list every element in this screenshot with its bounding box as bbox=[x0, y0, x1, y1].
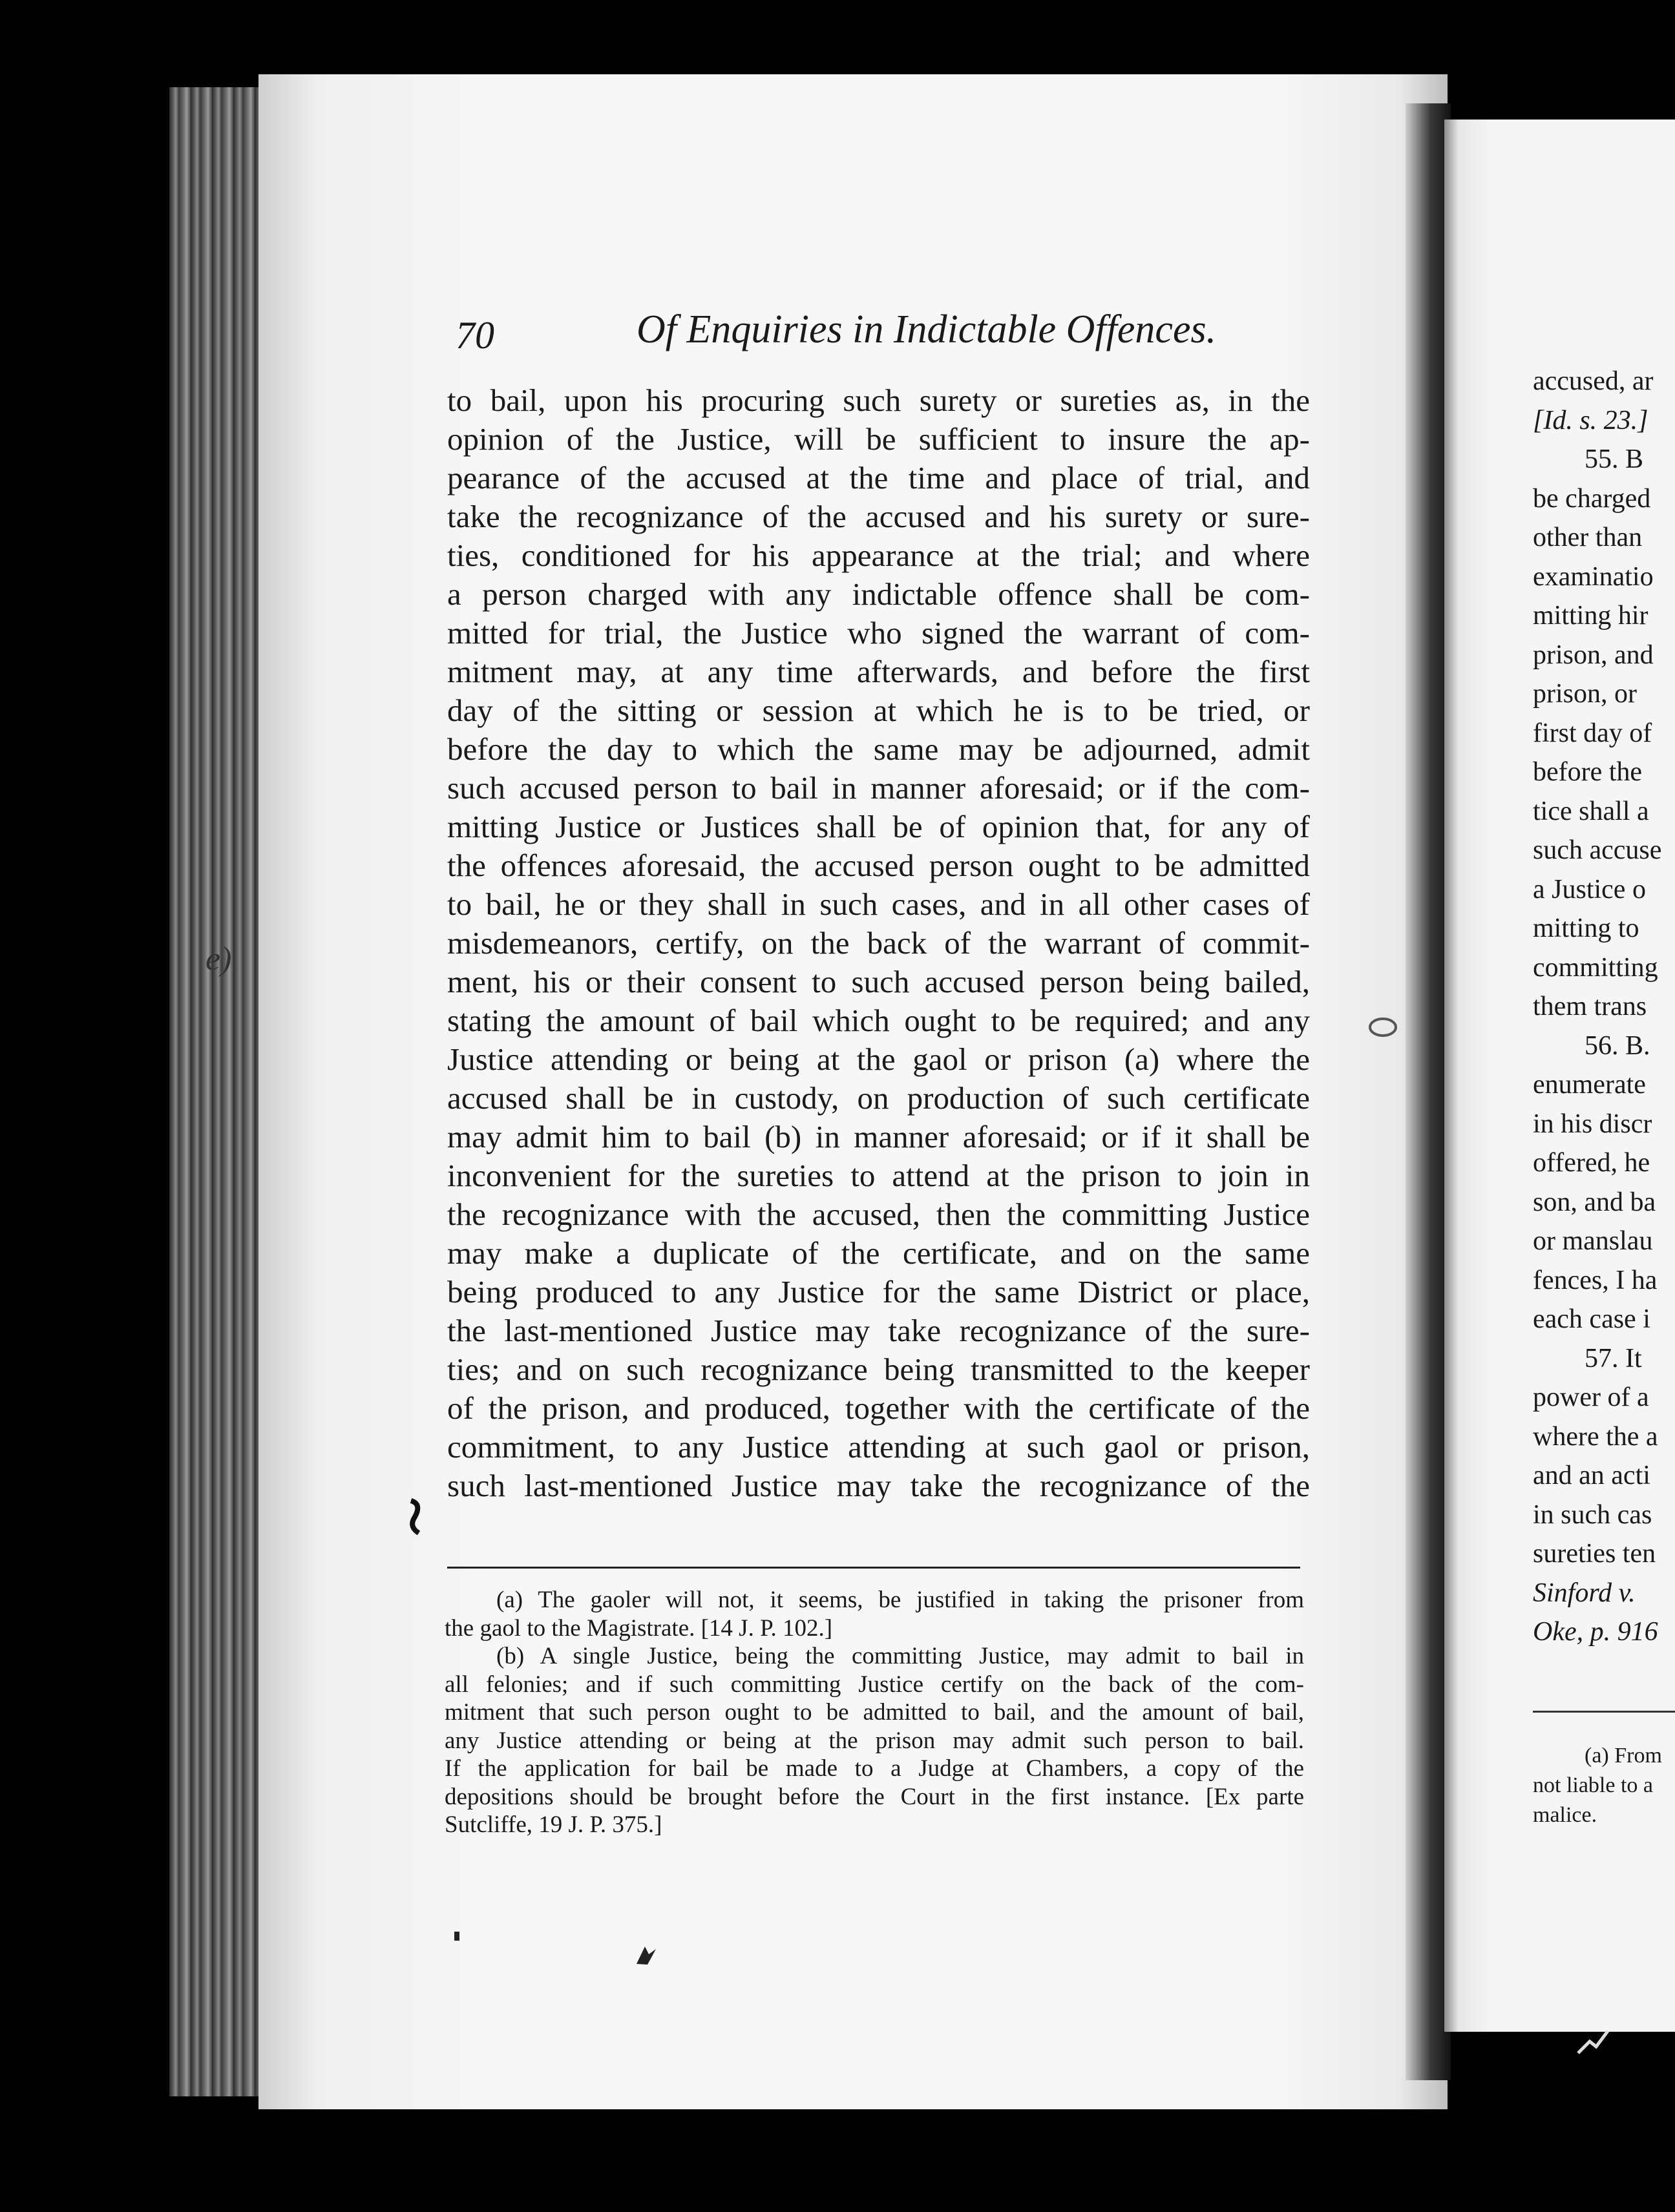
right-page-line: offered, he bbox=[1533, 1148, 1650, 1178]
body-line: accused shall be in custody, on production of such certificate bbox=[447, 1080, 1310, 1116]
speck bbox=[454, 1932, 459, 1941]
body-line: Justice attending or being at the gaol or prison (a) where the bbox=[447, 1041, 1310, 1077]
right-page-line: a Justice o bbox=[1533, 874, 1646, 904]
body-line: the last-mentioned Justice may take recognizance of the sure- bbox=[447, 1313, 1310, 1348]
right-page-line: prison, or bbox=[1533, 679, 1637, 709]
body-line: before the day to which the same may be adjourned, admit bbox=[447, 731, 1310, 767]
right-page-line: prison, and bbox=[1533, 640, 1654, 670]
book-binding-edge bbox=[169, 87, 266, 2096]
footnote-line: If the application for bail be made to a Judge at Chambers, a copy of the bbox=[445, 1755, 1304, 1782]
body-line: mitted for trial, the Justice who signed the warrant of com- bbox=[447, 615, 1310, 651]
footnote-line: (b) A single Justice, being the committing Justice, may admit to bail in bbox=[496, 1643, 1304, 1669]
body-line: mitment may, at any time afterwards, and before the first bbox=[447, 654, 1310, 689]
body-line: the offences aforesaid, the accused person ought to be admitted bbox=[447, 848, 1310, 883]
body-line: to bail, he or they shall in such cases, and in all other cases of bbox=[447, 886, 1310, 922]
right-page-line: 57. It bbox=[1585, 1343, 1642, 1373]
right-page-line: fences, I ha bbox=[1533, 1265, 1658, 1295]
body-line: opinion of the Justice, will be sufficient to insure the ap- bbox=[447, 421, 1310, 457]
right-footnote-divider bbox=[1533, 1711, 1675, 1713]
right-page-line: and an acti bbox=[1533, 1461, 1650, 1490]
body-line: ties; and on such recognizance being transmitted to the keeper bbox=[447, 1351, 1310, 1387]
right-page-line: Sinford v. bbox=[1533, 1578, 1636, 1608]
right-page-line: power of a bbox=[1533, 1382, 1649, 1412]
right-page-line: first day of bbox=[1533, 718, 1652, 748]
body-line: take the recognizance of the accused and his surety or sure- bbox=[447, 499, 1310, 534]
right-page-text bbox=[1533, 362, 1675, 1977]
body-line: mitting Justice or Justices shall be of opinion that, for any of bbox=[447, 809, 1310, 844]
right-page-line: son, and ba bbox=[1533, 1187, 1656, 1217]
body-line: ment, his or their consent to such accused person being bailed, bbox=[447, 964, 1310, 999]
right-page-line: sureties ten bbox=[1533, 1539, 1656, 1569]
right-page-line: 56. B. bbox=[1585, 1030, 1650, 1061]
right-page-line: in his discr bbox=[1533, 1109, 1652, 1139]
right-page-line: enumerate bbox=[1533, 1070, 1646, 1100]
right-page-line: before the bbox=[1533, 757, 1643, 787]
body-line: stating the amount of bail which ought to be required; and any bbox=[447, 1003, 1310, 1038]
ink-speck bbox=[1577, 2029, 1609, 2054]
right-page-line: each case i bbox=[1533, 1304, 1650, 1334]
ink-blot-mark bbox=[1367, 1014, 1399, 1040]
footnote-line: depositions should be brought before the Court in the first instance. [Ex parte bbox=[445, 1783, 1304, 1810]
footnote-line: mitment that such person ought to be admitted to bail, and the amount of bail, bbox=[445, 1699, 1304, 1726]
right-page-line: [Id. s. 23.] bbox=[1533, 405, 1649, 435]
body-line: the recognizance with the accused, then the committing Justice bbox=[447, 1196, 1310, 1232]
running-title: Of Enquiries in Indictable Offences. bbox=[637, 308, 1217, 351]
right-page-line: or manslau bbox=[1533, 1226, 1653, 1256]
margin-annotation: e) bbox=[205, 941, 232, 977]
right-page-line: them trans bbox=[1533, 992, 1647, 1021]
page-number: 70 bbox=[456, 314, 494, 357]
right-page-line: tice shall a bbox=[1533, 796, 1649, 826]
footnote-divider bbox=[447, 1567, 1300, 1569]
body-line: may admit him to bail (b) in manner aforesaid; or if it shall be bbox=[447, 1119, 1310, 1154]
body-line: may make a duplicate of the certificate, and on the same bbox=[447, 1235, 1310, 1271]
footnote-line: any Justice attending or being at the prison may admit such person to bail. bbox=[445, 1727, 1304, 1754]
footnote-line: the gaol to the Magistrate. [14 J. P. 102.] bbox=[445, 1614, 833, 1642]
right-page-line: examinatio bbox=[1533, 561, 1654, 592]
body-line: commitment, to any Justice attending at such gaol or prison, bbox=[447, 1429, 1310, 1465]
ink-speck bbox=[633, 1941, 659, 1967]
body-line: pearance of the accused at the time and place of trial, and bbox=[447, 460, 1310, 496]
right-page-line: committing bbox=[1533, 952, 1658, 983]
body-line: being produced to any Justice for the same District or place, bbox=[447, 1274, 1310, 1309]
body-line: such accused person to bail in manner aforesaid; or if the com- bbox=[447, 770, 1310, 806]
body-line: misdemeanors, certify, on the back of the warrant of commit- bbox=[447, 925, 1310, 961]
footnote-line: (a) The gaoler will not, it seems, be justified in taking the prisoner from bbox=[496, 1587, 1304, 1613]
body-line: ties, conditioned for his appearance at the trial; and where bbox=[447, 537, 1310, 573]
right-page-line: other than bbox=[1533, 523, 1643, 552]
body-line: of the prison, and produced, together with the certificate of the bbox=[447, 1390, 1310, 1426]
right-page-footnote-line: (a) From bbox=[1585, 1744, 1662, 1768]
right-page-line: in such cas bbox=[1533, 1499, 1652, 1530]
page-header bbox=[456, 307, 1334, 365]
body-line: a person charged with any indictable offence shall be com- bbox=[447, 576, 1310, 612]
body-line: inconvenient for the sureties to attend at the prison to join in bbox=[447, 1158, 1310, 1193]
right-page-footnote-line: not liable to a bbox=[1533, 1773, 1654, 1797]
right-page-line: 55. B bbox=[1585, 444, 1644, 474]
footnote-line: all felonies; and if such committing Justice certify on the back of the com- bbox=[445, 1671, 1304, 1698]
right-page-line: where the a bbox=[1533, 1421, 1658, 1452]
right-page-line: mitting to bbox=[1533, 913, 1639, 943]
body-line: day of the sitting or session at which he is to be tried, or bbox=[447, 693, 1310, 728]
right-page-line: mitting hir bbox=[1533, 601, 1649, 631]
body-line: such last-mentioned Justice may take the recognizance of the bbox=[447, 1468, 1310, 1503]
right-page-line: be charged bbox=[1533, 483, 1651, 514]
right-page-line: accused, ar bbox=[1533, 366, 1654, 396]
right-page-line: such accuse bbox=[1533, 835, 1662, 865]
right-page-line: Oke, p. 916 bbox=[1533, 1617, 1658, 1647]
footnote-line: Sutcliffe, 19 J. P. 375.] bbox=[445, 1811, 662, 1838]
body-line: to bail, upon his procuring such surety or sureties as, in the bbox=[447, 382, 1310, 418]
page-marker-glyph bbox=[406, 1497, 425, 1536]
right-page-footnote-line: malice. bbox=[1533, 1803, 1597, 1827]
